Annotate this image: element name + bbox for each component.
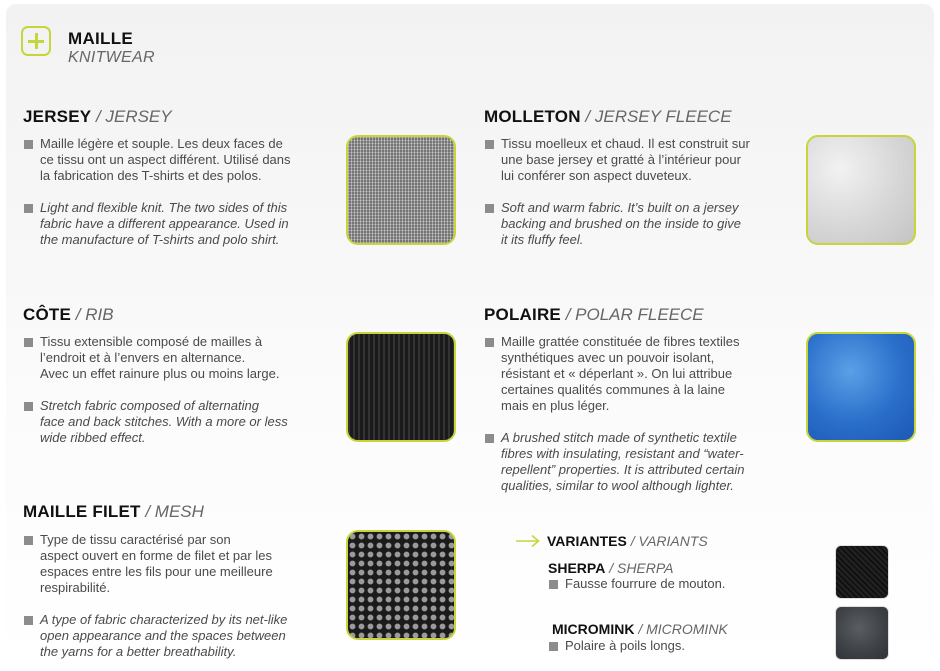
text-line: synthétiques avec un pouvoir isolant, bbox=[501, 350, 715, 365]
text-line: Tissu moelleux et chaud. Il est construit sur bbox=[501, 136, 750, 151]
sherpa-title-en: / SHERPA bbox=[609, 560, 674, 576]
polaire-text-en bbox=[501, 430, 745, 494]
text-line: A type of fabric characterized by its net-like bbox=[40, 612, 288, 627]
micromink-title-fr: MICROMINK bbox=[552, 621, 635, 637]
micromink-text: Polaire à poils longs. bbox=[565, 638, 685, 653]
text-line: open appearance and the spaces between bbox=[40, 628, 286, 643]
text-line: Light and flexible knit. The two sides of this bbox=[40, 200, 288, 215]
text-line: Type de tissu caractérisé par son bbox=[40, 532, 231, 547]
polaire-swatch bbox=[806, 332, 916, 442]
jersey-heading bbox=[23, 107, 172, 127]
text-line: Stretch fabric composed of alternating bbox=[40, 398, 259, 413]
molleton-title-fr: MOLLETON bbox=[484, 107, 581, 126]
text-line: respirabilité. bbox=[40, 580, 111, 595]
text-line: Maille grattée constituée de fibres textiles bbox=[501, 334, 740, 349]
text-line: repellent” properties. It is attributed certain bbox=[501, 462, 745, 477]
text-line: une base jersey et gratté à l’intérieur pour bbox=[501, 152, 741, 167]
cote-heading bbox=[23, 305, 114, 325]
text-line: la fabrication des T-shirts et des polos. bbox=[40, 168, 262, 183]
text-line: espaces entre les fils pour une meilleure bbox=[40, 564, 273, 579]
text-line: mais en plus léger. bbox=[501, 398, 610, 413]
text-line: Tissu extensible composé de mailles à bbox=[40, 334, 263, 349]
micromink-heading bbox=[552, 621, 728, 637]
molleton-swatch bbox=[806, 135, 916, 245]
bullet-icon bbox=[485, 338, 494, 347]
bullet-icon bbox=[485, 204, 494, 213]
text-line: l’endroit et à l’envers en alternance. bbox=[40, 350, 246, 365]
molleton-text-fr bbox=[501, 136, 750, 184]
sherpa-text: Fausse fourrure de mouton. bbox=[565, 576, 726, 591]
arrow-right-icon bbox=[515, 534, 541, 548]
jersey-text-en bbox=[40, 200, 289, 248]
sherpa-title-fr: SHERPA bbox=[548, 560, 606, 576]
text-line: backing and brushed on the inside to give bbox=[501, 216, 741, 231]
text-line: it its fluffy feel. bbox=[501, 232, 584, 247]
text-line: face and back stitches. With a more or less bbox=[40, 414, 288, 429]
text-line: qualities, similar to wool although lighter. bbox=[501, 478, 734, 493]
bullet-icon bbox=[485, 140, 494, 149]
cote-text-fr bbox=[40, 334, 279, 382]
bullet-icon bbox=[549, 642, 558, 651]
variants-heading bbox=[547, 533, 708, 549]
text-line: résistant et « déperlant ». On lui attribue bbox=[501, 366, 733, 381]
molleton-heading bbox=[484, 107, 732, 127]
micromink-title-en: / MICROMINK bbox=[638, 621, 728, 637]
jersey-title-en: / JERSEY bbox=[96, 107, 172, 126]
text-line: certaines qualités communes à la laine bbox=[501, 382, 726, 397]
bullet-icon bbox=[24, 616, 33, 625]
polaire-heading bbox=[484, 305, 704, 325]
bullet-icon bbox=[24, 204, 33, 213]
text-line: Avec un effet rainure plus ou moins large. bbox=[40, 366, 280, 381]
bullet-icon bbox=[24, 536, 33, 545]
variants-title-en: / VARIANTS bbox=[630, 533, 708, 549]
molleton-text-en bbox=[501, 200, 741, 248]
filet-heading bbox=[23, 502, 204, 522]
text-line: A brushed stitch made of synthetic textile bbox=[501, 430, 737, 445]
bullet-icon bbox=[24, 402, 33, 411]
text-line: Soft and warm fabric. It’s built on a jersey bbox=[501, 200, 739, 215]
category-subtitle: KNITWEAR bbox=[68, 49, 155, 66]
molleton-title-en: / JERSEY FLEECE bbox=[585, 107, 732, 126]
text-line: fabric have a different appearance. Used in bbox=[40, 216, 289, 231]
filet-swatch bbox=[346, 530, 456, 640]
cote-swatch bbox=[346, 332, 456, 442]
cote-text-en bbox=[40, 398, 288, 446]
jersey-text-fr bbox=[40, 136, 291, 184]
polaire-text-fr bbox=[501, 334, 739, 414]
text-line: fibres with insulating, resistant and “water- bbox=[501, 446, 744, 461]
filet-title-fr: MAILLE FILET bbox=[23, 502, 141, 521]
text-line: the manufacture of T-shirts and polo shirt. bbox=[40, 232, 280, 247]
sherpa-swatch bbox=[835, 545, 889, 599]
filet-title-en: / MESH bbox=[145, 502, 204, 521]
micromink-swatch bbox=[835, 606, 889, 660]
text-line: Maille légère et souple. Les deux faces de bbox=[40, 136, 283, 151]
jersey-title-fr: JERSEY bbox=[23, 107, 92, 126]
filet-text-en bbox=[40, 612, 287, 660]
category-title: MAILLE bbox=[68, 29, 134, 48]
jersey-swatch bbox=[346, 135, 456, 245]
text-line: the yarns for a better breathability. bbox=[40, 644, 237, 659]
cote-title-fr: CÔTE bbox=[23, 305, 72, 324]
plus-icon bbox=[21, 26, 51, 56]
bullet-icon bbox=[24, 140, 33, 149]
text-line: ce tissu ont un aspect différent. Utilisé dans bbox=[40, 152, 291, 167]
bullet-icon bbox=[549, 580, 558, 589]
bullet-icon bbox=[485, 434, 494, 443]
bullet-icon bbox=[24, 338, 33, 347]
polaire-title-fr: POLAIRE bbox=[484, 305, 561, 324]
polaire-title-en: / POLAR FLEECE bbox=[565, 305, 704, 324]
sherpa-heading bbox=[548, 560, 674, 576]
text-line: lui conférer son aspect duveteux. bbox=[501, 168, 692, 183]
cote-title-en: / RIB bbox=[75, 305, 114, 324]
filet-text-fr bbox=[40, 532, 273, 596]
text-line: aspect ouvert en forme de filet et par les bbox=[40, 548, 272, 563]
text-line: wide ribbed effect. bbox=[40, 430, 146, 445]
variants-title-fr: VARIANTES bbox=[547, 533, 627, 549]
